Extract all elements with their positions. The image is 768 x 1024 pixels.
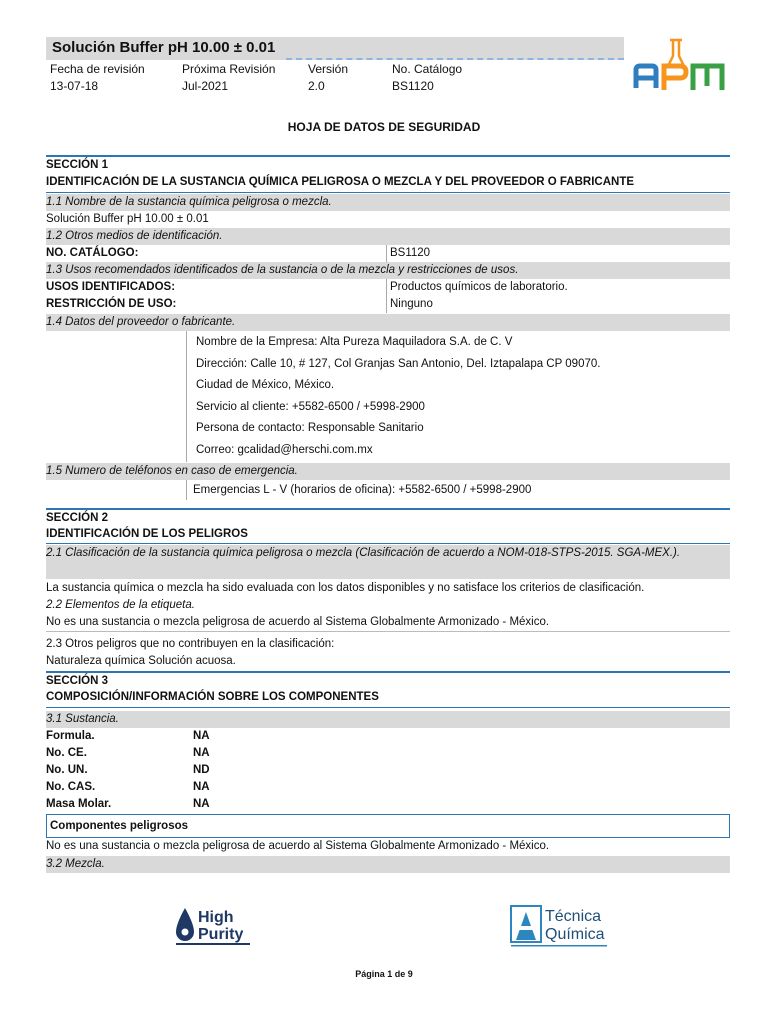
version-value: 2.0 [308,79,325,93]
property-row [46,796,730,813]
subsection-2-1: 2.1 Clasificación de la sustancia química peligrosa o mezcla (Clasificación de acuerdo a NOM-018-STPS-2015. SGA-MEX.). [46,545,730,579]
section-1-heading: IDENTIFICACIÓN DE LA SUSTANCIA QUÍMICA PELIGROSA O MEZCLA Y DEL PROVEEDOR O FABRICANTE [46,174,730,193]
subsection-2-3: 2.3 Otros peligros que no contribuyen en la clasificación: [46,638,335,650]
svg-text:High: High [198,909,234,926]
svg-text:APM: APM [675,93,683,97]
chemical-nature: Naturaleza química Solución acuosa. [46,655,236,667]
provider-contact: Persona de contacto: Responsable Sanitario [196,422,424,434]
cas-label: No. CAS. [46,781,96,793]
emergency-phone: Emergencias L - V (horarios de oficina): +5582-6500 / +5998-2900 [193,484,532,496]
section-1-label: SECCIÓN 1 [46,155,730,174]
subsection-3-1: 3.1 Sustancia. [46,711,730,728]
subsection-1-3: 1.3 Usos recomendados identificados de la sustancia o de la mezcla y restricciones de usos. [46,262,730,279]
emergency-divider [186,480,187,500]
tq-emblem-icon [511,906,541,942]
section-3-not-dangerous: No es una sustancia o mezcla peligrosa de acuerdo al Sistema Globalmente Armonizado - México. [46,840,550,852]
subsection-1-4: 1.4 Datos del proveedor o fabricante. [46,314,730,331]
provider-address: Dirección: Calle 10, # 127, Col Granjas San Antonio, Del. Iztapalapa CP 09070. [196,358,601,370]
restriction-value: Ninguno [386,296,433,313]
svg-text:Purity: Purity [198,926,244,943]
subsection-2-2: 2.2 Elementos de la etiqueta. [46,599,195,611]
section-3-heading: COMPOSICIÓN/INFORMACIÓN SOBRE LOS COMPONENTES [46,689,730,708]
document-product-title: Solución Buffer pH 10.00 ± 0.01 [52,39,276,56]
revision-date-label: Fecha de revisión [50,62,145,76]
water-drop-icon [176,908,194,941]
version-label: Versión [308,62,349,76]
provider-company: Nombre de la Empresa: Alta Pureza Maquiladora S.A. de C. V [196,336,513,348]
subsection-1-1: 1.1 Nombre de la sustancia química peligrosa o mezcla. [46,194,730,211]
property-row [46,779,730,796]
svg-text:Química: Química [545,926,605,943]
subsection-3-2: 3.2 Mezcla. [46,856,730,873]
provider-email: Correo: gcalidad@herschi.com.mx [196,444,373,456]
un-label: No. UN. [46,764,88,776]
catalog-row-label: NO. CATÁLOGO: [46,247,139,259]
formula-value: NA [193,730,210,742]
subsection-1-5: 1.5 Numero de teléfonos en caso de emergencia. [46,463,730,480]
property-row [46,745,730,762]
catalog-row-value: BS1120 [386,245,430,262]
cas-value: NA [193,781,210,793]
restriction-label: RESTRICCIÓN DE USO: [46,298,177,310]
revision-date-value: 13-07-18 [50,79,99,93]
ce-label: No. CE. [46,747,87,759]
property-row [46,762,730,779]
provider-customer-service: Servicio al cliente: +5582-6500 / +5998-2900 [196,401,425,413]
section-2-label: SECCIÓN 2 [46,508,730,527]
apm-logo [630,36,728,98]
un-value: ND [193,764,210,776]
restriction-row [46,296,730,313]
provider-column-divider [186,331,187,462]
evaluation-statement: La sustancia química o mezcla ha sido evaluada con los datos disponibles y no satisface los criterios de clasificación. [46,582,645,594]
page-number: Página 1 de 9 [355,969,413,979]
hazardous-components-box: Componentes peligrosos [46,814,730,838]
document-heading: HOJA DE DATOS DE SEGURIDAD [287,120,481,134]
high-purity-logo [172,902,264,948]
uses-value: Productos químicos de laboratorio. [386,279,568,296]
molar-mass-value: NA [193,798,210,810]
tecnica-quimica-logo [510,904,610,950]
provider-city: Ciudad de México, México. [196,379,335,391]
catalog-value: BS1120 [392,79,434,93]
next-revision-label: Próxima Revisión [182,62,276,76]
catalog-label: No. Catálogo [392,62,463,76]
section-2-heading: IDENTIFICACIÓN DE LOS PELIGROS [46,526,730,544]
property-row [46,728,730,745]
catalog-row [46,245,730,262]
not-dangerous-statement: No es una sustancia o mezcla peligrosa de acuerdo al Sistema Globalmente Armonizado - México. [46,616,550,628]
section-3-label: SECCIÓN 3 [46,671,730,690]
ce-value: NA [193,747,210,759]
formula-label: Formula. [46,730,95,742]
subsection-1-2: 1.2 Otros medios de identificación. [46,228,730,245]
uses-row [46,279,730,296]
uses-label: USOS IDENTIFICADOS: [46,281,176,293]
product-name: Solución Buffer pH 10.00 ± 0.01 [46,213,209,225]
svg-text:Técnica: Técnica [545,908,602,925]
molar-mass-label: Masa Molar. [46,798,112,810]
row-divider [46,631,730,632]
next-revision-value: Jul-2021 [182,79,229,93]
